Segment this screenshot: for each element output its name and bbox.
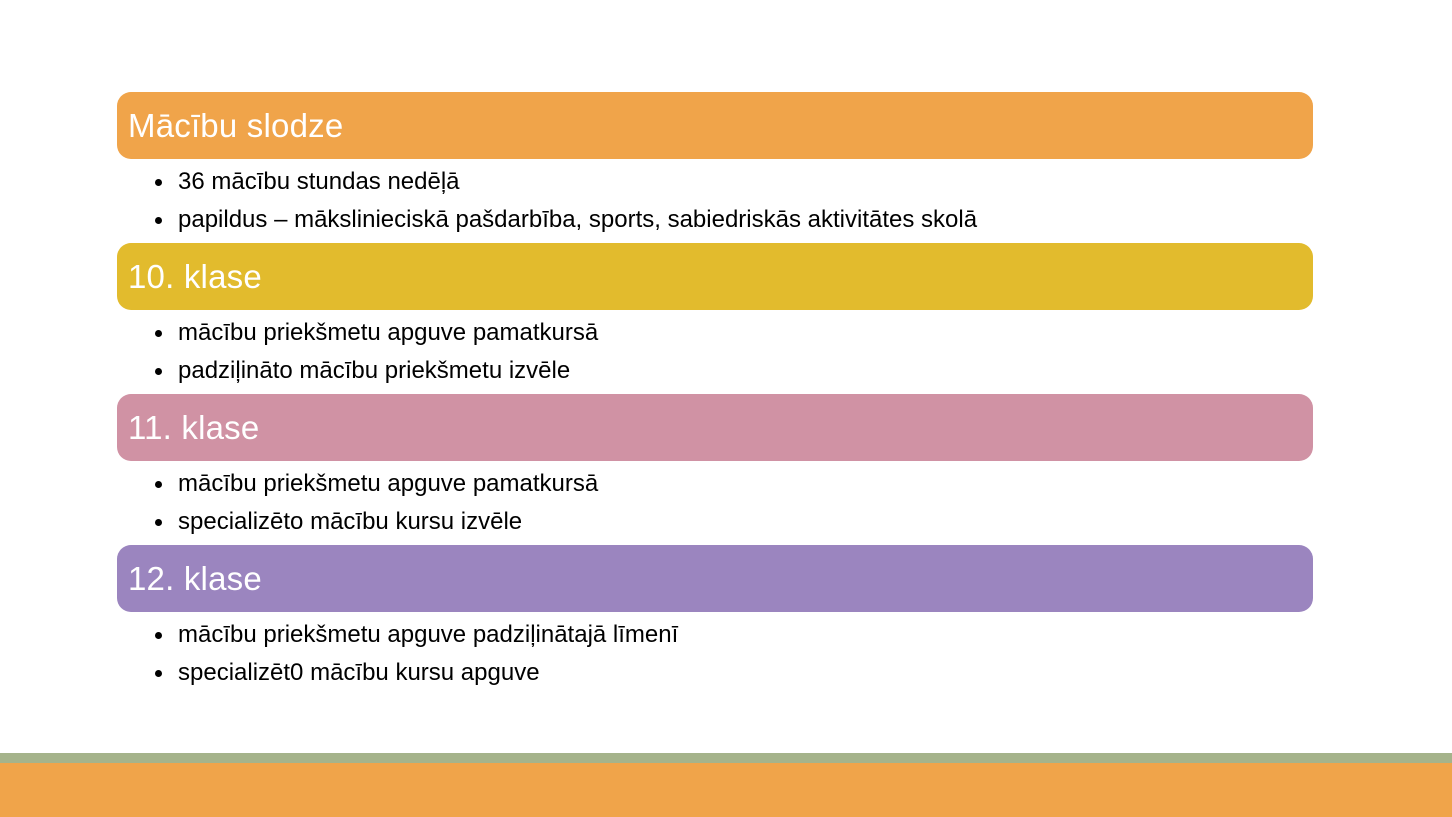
bullet-text: specializēt0 mācību kursu apguve — [178, 659, 540, 686]
bullet-list — [117, 310, 1313, 394]
footer-stripe — [0, 753, 1452, 763]
bullet-list — [117, 461, 1313, 545]
bullet-icon — [155, 179, 162, 186]
section-10-klase — [117, 243, 1313, 394]
bullet-text: padziļināto mācību priekšmetu izvēle — [178, 357, 571, 384]
section-header-11-klase — [117, 394, 1313, 461]
bullet-icon — [155, 670, 162, 677]
section-11-klase — [117, 394, 1313, 545]
slide-content — [117, 92, 1313, 696]
bullet-list — [117, 612, 1313, 696]
section-header-12-klase — [117, 545, 1313, 612]
bullet-item — [153, 616, 1313, 654]
section-title: 12. klase — [128, 560, 262, 597]
bullet-item — [153, 503, 1313, 541]
bullet-item — [153, 352, 1313, 390]
section-12-klase — [117, 545, 1313, 696]
bullet-text: mācību priekšmetu apguve pamatkursā — [178, 470, 599, 497]
bullet-item — [153, 654, 1313, 692]
section-header-10-klase — [117, 243, 1313, 310]
section-title: 11. klase — [128, 409, 260, 446]
bullet-item — [153, 163, 1313, 201]
bullet-text: specializēto mācību kursu izvēle — [178, 508, 523, 535]
section-title: Mācību slodze — [128, 107, 344, 144]
bullet-text: mācību priekšmetu apguve pamatkursā — [178, 319, 599, 346]
bullet-icon — [155, 368, 162, 375]
bullet-item — [153, 201, 1313, 239]
bullet-icon — [155, 217, 162, 224]
section-header-macibu-slodze — [117, 92, 1313, 159]
footer-bar — [0, 763, 1452, 817]
section-macibu-slodze — [117, 92, 1313, 243]
bullet-text: mācību priekšmetu apguve padziļinātajā līmenī — [178, 621, 679, 648]
bullet-icon — [155, 481, 162, 488]
bullet-list — [117, 159, 1313, 243]
bullet-item — [153, 314, 1313, 352]
bullet-text: 36 mācību stundas nedēļā — [178, 168, 460, 195]
bullet-item — [153, 465, 1313, 503]
section-title: 10. klase — [128, 258, 262, 295]
bullet-text: papildus – mākslinieciskā pašdarbība, sports, sabiedriskās aktivitātes skolā — [178, 206, 978, 233]
bullet-icon — [155, 330, 162, 337]
bullet-icon — [155, 519, 162, 526]
bullet-icon — [155, 632, 162, 639]
